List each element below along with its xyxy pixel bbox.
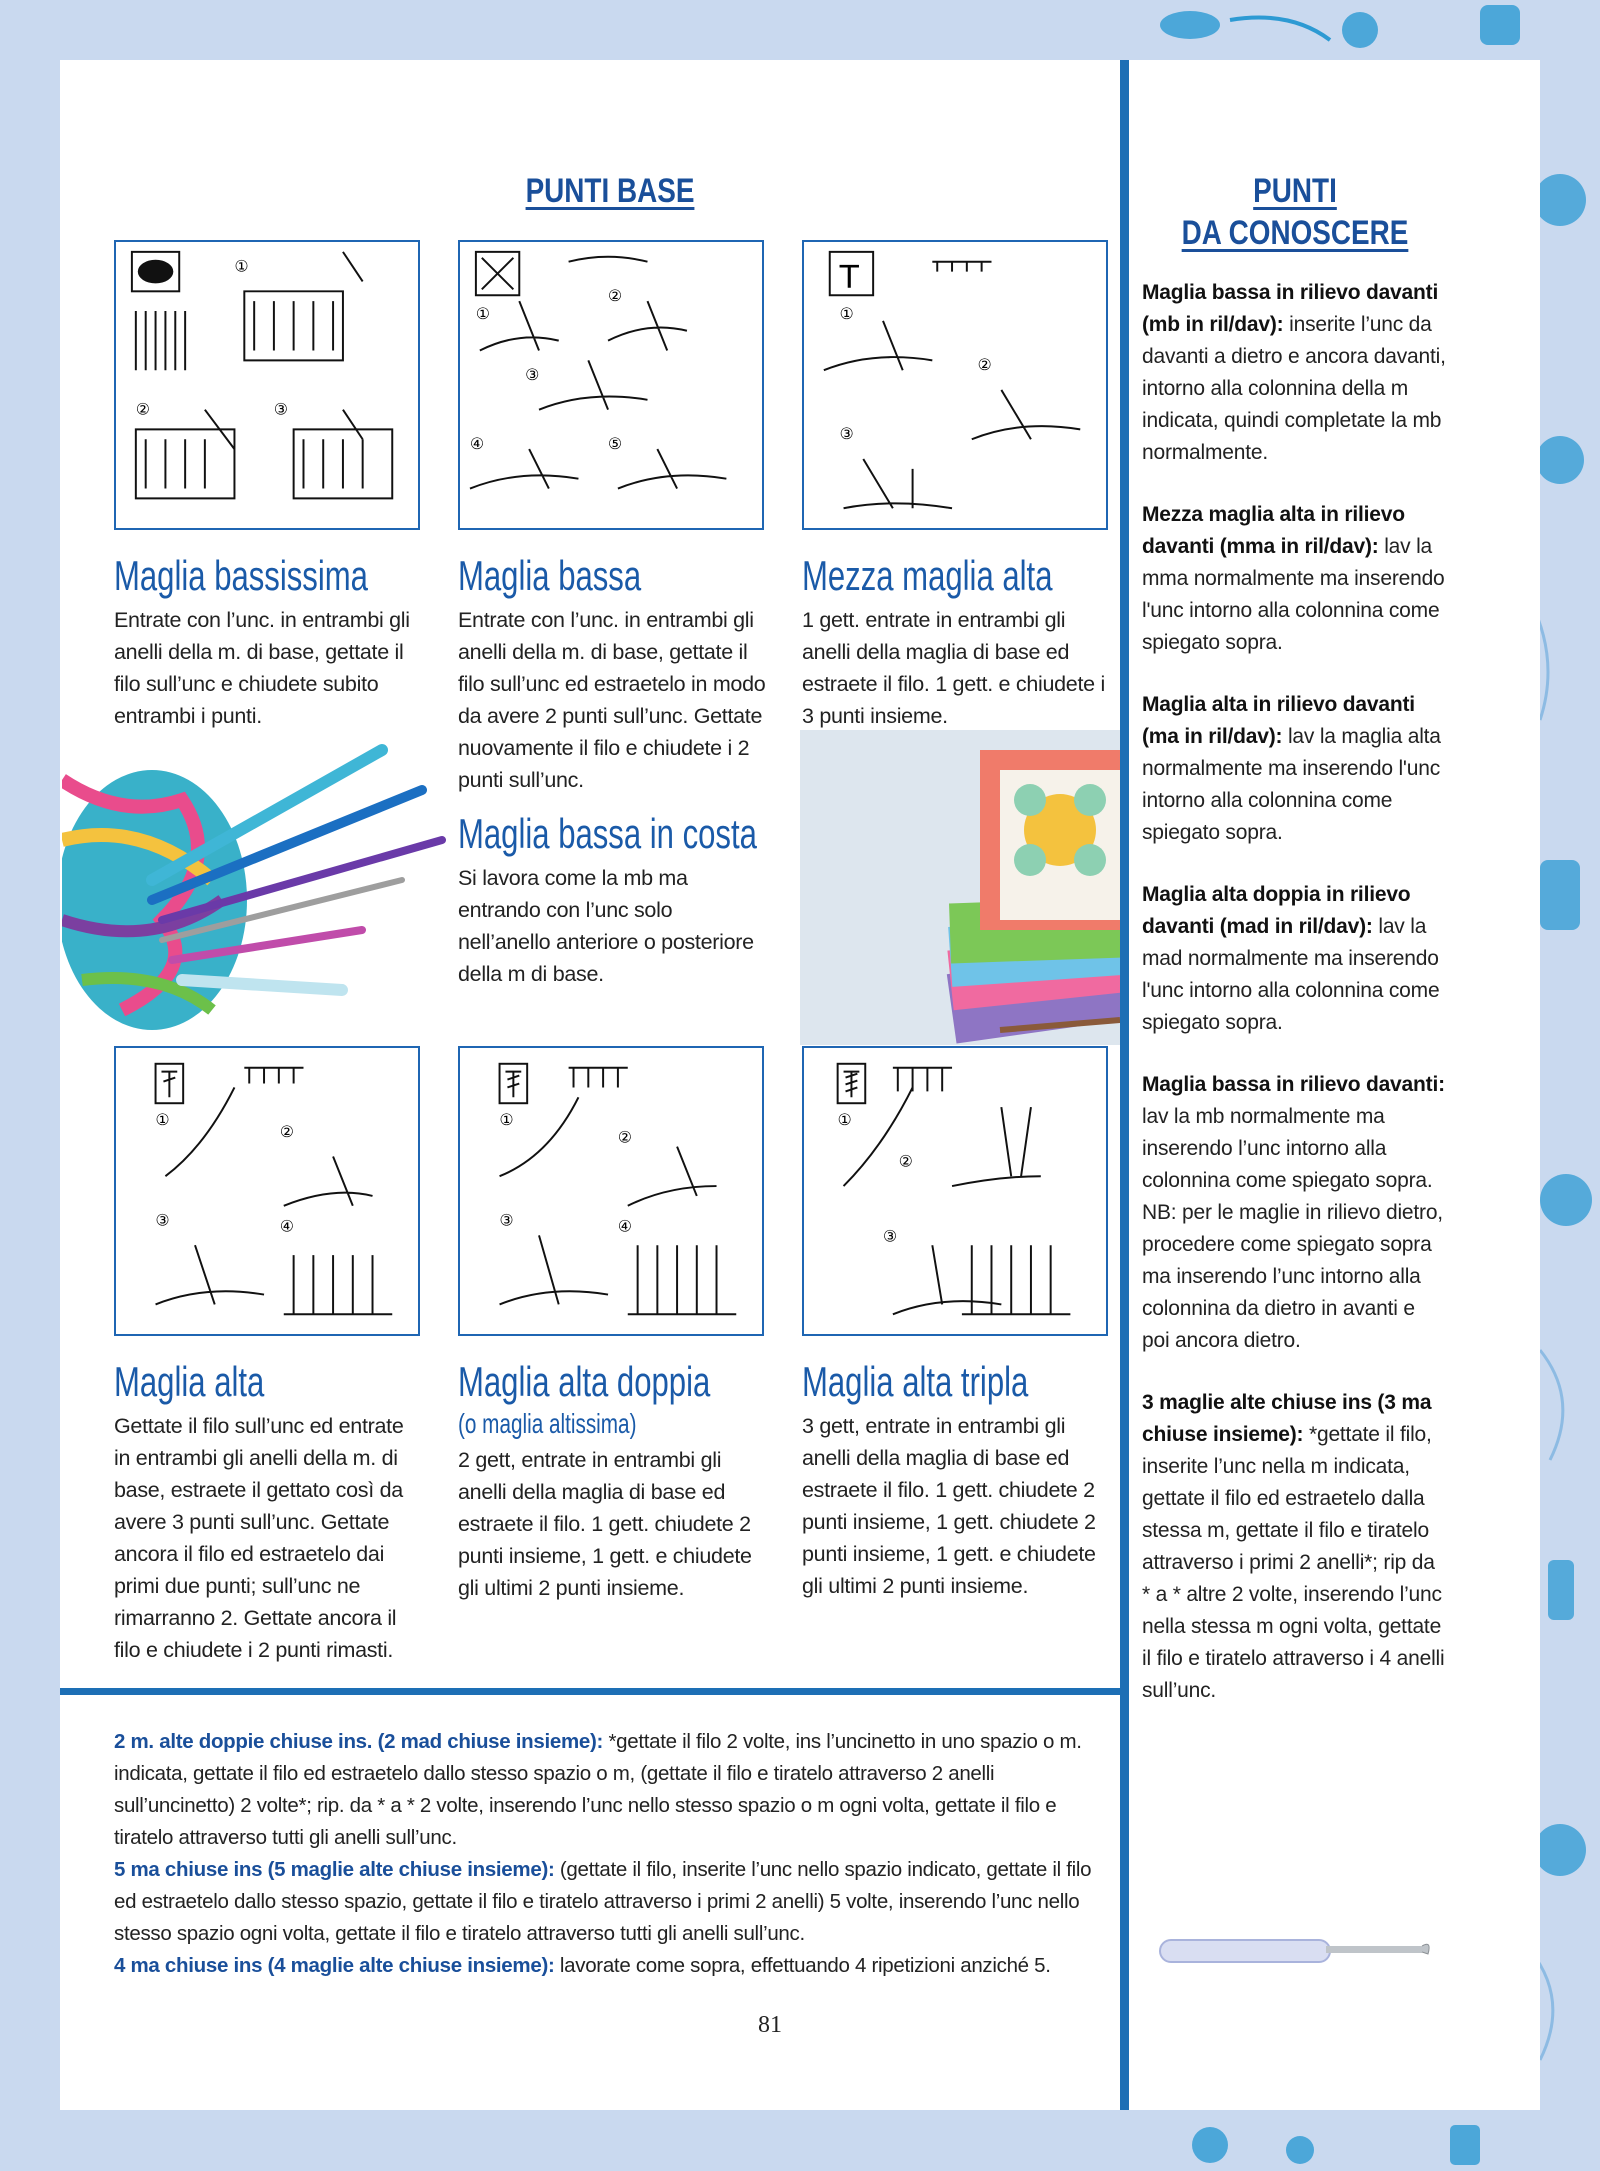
- section-title-line-2: DA CONOSCERE: [1181, 214, 1409, 252]
- section-title-punti-da-conoscere: [1168, 170, 1422, 254]
- step-label-4: ④: [279, 1216, 294, 1236]
- sidebar-punti-da-conoscere: [1142, 277, 1447, 1737]
- step-label-5: ⑤: [608, 434, 623, 454]
- step-label-1: ①: [234, 256, 249, 276]
- buttons-decoration-icons: [1150, 2110, 1550, 2171]
- diagram-maglia-bassa: [458, 240, 764, 530]
- step-label-1: ①: [475, 303, 491, 323]
- sidebar-entry-text: lav la maglia alta normalmente ma inserendo l'unc intorno alla colonnina come spiegato sopra.: [1142, 725, 1441, 844]
- stitch-desc-maglia-alta-doppia: 2 gett, entrate in entrambi gli anelli della maglia di base ed estraete il filo. 1 gett. chiudete 2 punti insieme, 1 gett. e chiudete gli ultimi 2 punti insieme.: [458, 1448, 752, 1600]
- sidebar-entry-term: Maglia alta in rilievo davanti (ma in ril/dav):: [1142, 693, 1415, 748]
- step-label-3: ③: [839, 424, 854, 444]
- sidebar-entry: [1142, 1387, 1447, 1707]
- step-label-2: ②: [617, 1127, 633, 1147]
- instruction-text: (gettate il filo, inserite l’unc nello spazio indicato, gettate il filo ed estraetelo dallo stesso spazio, gettate il filo e tiratelo attraverso i primi 2 anelli) 5 volte, inserendo l’unc nello stesso spazio ogni volta, gettate il filo e tiratelo attraverso tutti gli anelli sull’unc.: [114, 1858, 1092, 1945]
- stitch-title-maglia-alta: Maglia alta: [114, 1358, 265, 1405]
- photo-granny-squares: [800, 730, 1120, 1045]
- double-crochet-diagram: [116, 1048, 418, 1334]
- single-crochet-diagram: [460, 242, 762, 528]
- step-label-1: ①: [837, 1109, 852, 1129]
- stitch-desc-maglia-alta-tripla: 3 gett, entrate in entrambi gli anelli della maglia di base ed estraete il filo. 1 gett. chiudete 2 punti insieme, 1 gett. chiudete 2 punti insieme, 1 gett. e chiudete gli ultimi 2 punti insieme.: [802, 1414, 1096, 1598]
- sidebar-entry: [1142, 277, 1447, 469]
- sidebar-entry-term: Maglia alta doppia in rilievo davanti (mad in ril/dav):: [1142, 883, 1411, 938]
- step-label-2: ②: [279, 1121, 294, 1141]
- diagram-maglia-alta-doppia: [458, 1046, 764, 1336]
- stitch-title-maglia-alta-tripla: Maglia alta tripla: [802, 1358, 1029, 1405]
- sidebar-entry-note: NB: per le maglie in rilievo dietro, procedere come spiegato sopra ma inserendo l’unc intorno alla colonnina da dietro in avanti e poi ancora dietro.: [1142, 1201, 1443, 1352]
- horizontal-divider: [60, 1688, 1120, 1695]
- diagram-mezza-maglia-alta: [802, 240, 1108, 530]
- instruction-paragraph: [114, 1854, 1104, 1950]
- instruction-term: 4 ma chiuse ins (4 maglie alte chiuse insieme):: [114, 1954, 555, 1977]
- hdc-symbol-icon: T: [839, 259, 859, 296]
- sidebar-entry-term: Maglia bassa in rilievo davanti:: [1142, 1073, 1445, 1096]
- sidebar-entry: [1142, 879, 1447, 1039]
- single-crochet-symbol-icon: [482, 258, 514, 290]
- sidebar-entry-term: 3 maglie alte chiuse ins (3 ma chiuse insieme):: [1142, 1391, 1432, 1446]
- sidebar-entry-term: Mezza maglia alta in rilievo davanti (mma in ril/dav):: [1142, 503, 1405, 558]
- vertical-divider: [1120, 60, 1129, 2110]
- diagram-maglia-bassissima: [114, 240, 420, 530]
- page-number: 81: [758, 2012, 782, 2038]
- step-label-1: ①: [839, 303, 854, 323]
- stitch-title-maglia-bassissima: Maglia bassissima: [114, 552, 368, 599]
- instruction-paragraph: [114, 1726, 1104, 1854]
- section-title-line-1: PUNTI: [1253, 172, 1337, 210]
- double-crochet-symbol-icon: [161, 1072, 177, 1098]
- sidebar-entry-text: lav la mb normalmente ma inserendo l’unc intorno alla colonnina come spiegato sopra.: [1142, 1105, 1433, 1192]
- treble-crochet-symbol-icon: [505, 1072, 521, 1098]
- instruction-text: lavorate come sopra, effettuando 4 ripetizioni anziché 5.: [554, 1954, 1051, 1977]
- instruction-text: *gettate il filo 2 volte, ins l’uncinetto in uno spazio o m. indicata, gettate il filo ed estraetelo dallo stesso spazio o m, (gettate il filo e tiratelo attraverso 2 anelli sull’uncinetto) 2 volte*; rip. da * a * 2 volte, inserendo l’unc nello stesso spazio o m ogni volta, gettate il filo e tiratelo attraverso tutti gli anelli sull’unc.: [114, 1730, 1082, 1849]
- step-label-4: ④: [617, 1216, 633, 1236]
- step-label-4: ④: [469, 434, 485, 454]
- sidebar-entry: [1142, 689, 1447, 849]
- step-label-3: ③: [273, 399, 289, 419]
- instruction-term: 2 m. alte doppie chiuse ins. (2 mad chiuse insieme):: [114, 1730, 604, 1753]
- stitch-title-maglia-bassa-in-costa: Maglia bassa in costa: [458, 810, 757, 857]
- crochet-hooks-yarn-image: [62, 720, 482, 1040]
- sidebar-entry-text: lav la mad normalmente ma inserendo l'unc intorno alla colonnina come spiegato sopra.: [1142, 915, 1440, 1034]
- slip-stitch-diagram: [116, 242, 418, 528]
- stitch-title-maglia-bassa: Maglia bassa: [458, 552, 642, 599]
- stitch-desc-maglia-alta: Gettate il filo sull’unc ed entrate in entrambi gli anelli della m. di base, estraete il gettato così da avere 3 punti sull’unc. Gettate ancora il filo ed estraetelo dai primi due punti; sull’unc ne rimarranno 2. Gettate ancora il filo e chiudete i 2 punti rimasti.: [114, 1414, 404, 1662]
- instruction-term: 5 ma chiuse ins (5 maglie alte chiuse insieme):: [114, 1858, 555, 1881]
- sidebar-entry: [1142, 1069, 1447, 1357]
- photo-crochet-hooks-yarn: [62, 720, 482, 1040]
- stitch-title-maglia-alta-doppia: Maglia alta doppia: [458, 1358, 711, 1405]
- granny-squares-image: [800, 730, 1120, 1045]
- sidebar-entry-term: Maglia bassa in rilievo davanti (mb in ril/dav):: [1142, 281, 1439, 336]
- half-double-crochet-diagram: [804, 242, 1106, 528]
- slip-stitch-symbol-icon: [138, 260, 174, 284]
- double-treble-crochet-diagram: [804, 1048, 1106, 1334]
- stitch-desc-maglia-bassa-in-costa: Si lavora come la mb ma entrando con l’unc solo nell’anello anteriore o posteriore della m di base.: [458, 866, 754, 986]
- diagram-maglia-alta: [114, 1046, 420, 1336]
- stitch-title-mezza-maglia-alta: Mezza maglia alta: [802, 552, 1053, 599]
- diagram-maglia-alta-tripla: [802, 1046, 1108, 1336]
- sidebar-entry-text: inserite l’unc da davanti a dietro e ancora davanti, intorno alla colonnina della m indicata, quindi completate la mb normalmente.: [1142, 313, 1446, 464]
- crochet-hook-image: [1150, 1930, 1435, 1970]
- step-label-2: ②: [977, 355, 992, 375]
- stitch-subtitle-maglia-alta-doppia: (o maglia altissima): [458, 1408, 637, 1439]
- scissors-decoration-icon: [1150, 0, 1570, 60]
- bottom-instructions: [114, 1726, 1104, 1982]
- sidebar-entry-text: *gettate il filo, inserite l’unc nella m indicata, gettate il filo ed estraetelo dalla stessa m, gettate il filo e tiratelo attraverso i primi 2 anelli*; rip da * a * altre 2 volte, inserendo l’unc nella stessa m ogni volta, gettate il filo e tiratelo attraverso i 4 anelli sull’unc.: [1142, 1423, 1445, 1702]
- step-label-2: ②: [135, 399, 150, 419]
- step-label-2: ②: [898, 1151, 913, 1171]
- instruction-paragraph: [114, 1950, 1104, 1982]
- section-title-punti-base: PUNTI BASE: [525, 172, 695, 210]
- sidebar-entry: [1142, 499, 1447, 659]
- double-treble-symbol-icon: [844, 1072, 860, 1098]
- sidebar-entry-text: lav la mma normalmente ma inserendo l'unc intorno alla colonnina come spiegato sopra.: [1142, 535, 1445, 654]
- step-label-3: ③: [525, 365, 540, 385]
- stitch-desc-maglia-bassissima: Entrate con l’unc. in entrambi gli anelli della m. di base, gettate il filo sull’unc e chiudete subito entrambi i punti.: [114, 608, 410, 728]
- stitch-desc-mezza-maglia-alta: 1 gett. entrate in entrambi gli anelli della maglia di base ed estraete il filo. 1 gett. e chiudete i 3 punti insieme.: [802, 608, 1105, 728]
- stitch-desc-maglia-bassa: Entrate con l’unc. in entrambi gli anelli della m. di base, gettate il filo sull’unc ed estraetelo in modo da avere 2 punti sull’unc. Gettate nuovamente il filo e chiudete i 2 punti sull’unc.: [458, 608, 766, 792]
- step-label-1: ①: [155, 1109, 170, 1129]
- step-label-2: ②: [608, 286, 623, 306]
- treble-crochet-diagram: [460, 1048, 762, 1334]
- step-label-1: ①: [499, 1109, 514, 1129]
- step-label-3: ③: [155, 1210, 170, 1230]
- step-label-3: ③: [499, 1210, 514, 1230]
- step-label-3: ③: [883, 1226, 898, 1246]
